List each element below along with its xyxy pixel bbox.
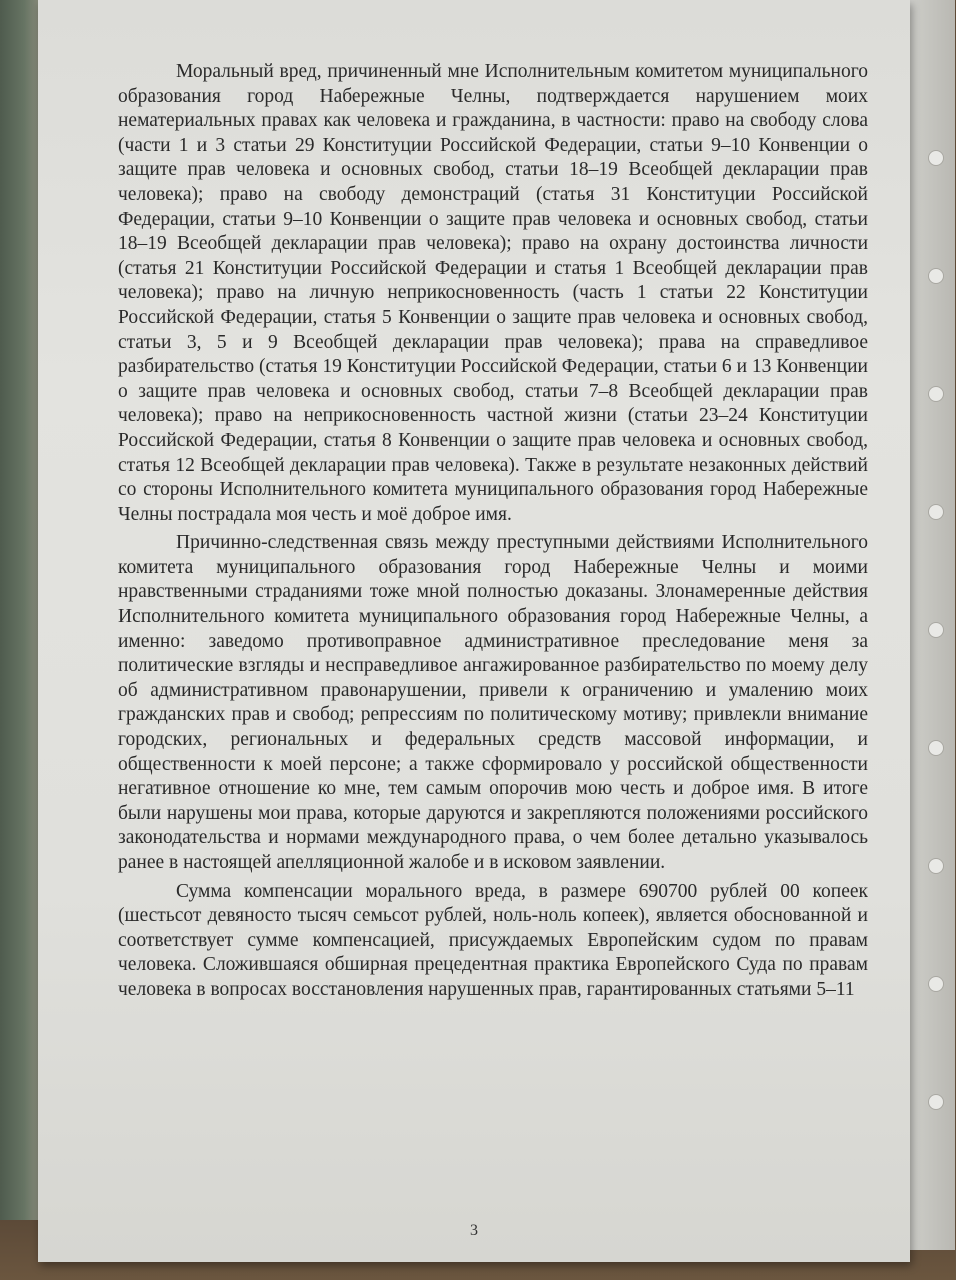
document-page [38,0,910,1262]
paragraph-moral-harm: Моральный вред, причиненный мне Исполнительным комитетом муниципального образования город Набережные Челны, подтверждается нарушением моих нематериальных правах как человека и гражданина, в частности: право на свободу слова (части 1 и 3 статьи 29 Конституции Российской Федерации, статьи 9–10 Конвенции о защите прав человека и основных свобод, статьи 18–19 Всеобщей декларации прав человека); право на свободу демонстраций (статья 31 Конституции Российской Федерации, статьи 9–10 Конвенции о защите прав человека и основных свобод, статьи 18–19 Всеобщей декларации прав человека); право на охрану достоинства личности (статья 21 Конституции Российской Федерации и статья 1 Всеобщей декларации прав человека); право на личную неприкосновенность (часть 1 статьи 22 Конституции Российской Федерации, статья 5 Конвенции о защите прав человека и основных свобод, статьи 3, 5 и 9 Всеобщей декларации прав человека); права на справедливое разбирательство (статья 19 Конституции Российской Федерации, статьи 6 и 13 Конвенции о защите прав человека и основных свобод, статьи 7–8 Всеобщей декларации прав человека); право на неприкосновенность частной жизни (статьи 23–24 Конституции Российской Федерации, статья 8 Конвенции о защите прав человека и основных свобод, статья 12 Всеобщей декларации прав человека). Также в результате незаконных действий со стороны Исполнительного комитета муниципального образования город Набережные Челны пострадала моя честь и моё доброе имя. [118,61,868,525]
punch-hole [928,150,944,166]
document-body [118,60,868,1007]
page-number: 3 [470,1222,478,1239]
punch-hole [928,858,944,874]
punch-hole [928,268,944,284]
punch-hole [928,504,944,520]
punch-hole [928,1094,944,1110]
punch-hole [928,622,944,638]
paragraph-causal-link: Причинно-следственная связь между преступными действиями Исполнительного комитета муниципального образования город Набережные Челны и моими нравственными страданиями тоже мной полностью доказаны. Злонамеренные действия Исполнительного комитета муниципального образования город Набережные Челны, а именно: заведомо противоправное административное преследование меня за политические взгляды и несправедливое ангажированное разбирательство по моему делу об административном правонарушении, привели к ограничению и умалению моих гражданских прав и свобод; репрессиям по политическому мотиву; привлекли внимание городских, региональных и федеральных средств массовой информации, и общественности к моей персоне; а также сформировало у российской общественности негативное отношение ко мне, тем самым опорочив мою честь и доброе имя. В итоге были нарушены мои права, которые даруются и закрепляются положениями российского законодательства и нормами международного права, о чем более детально указывалось ранее в настоящей апелляционной жалобе и в исковом заявлении. [118,532,868,873]
punch-hole [928,740,944,756]
paragraph-compensation: Сумма компенсации морального вреда, в размере 690700 рублей 00 копеек (шестьсот девяносто тысяч семьсот рублей, ноль-ноль копеек), является обоснованной и соответствует сумме компенсацией, присуждаемых Европейским судом по правам человека. Сложившаяся обширная прецедентная практика Европейского Суда по правам человека в вопросах восстановления нарушенных прав, гарантированных статьями 5–11 [118,880,868,1000]
table-surface-left [0,0,40,1280]
punch-hole [928,386,944,402]
punch-hole [928,976,944,992]
